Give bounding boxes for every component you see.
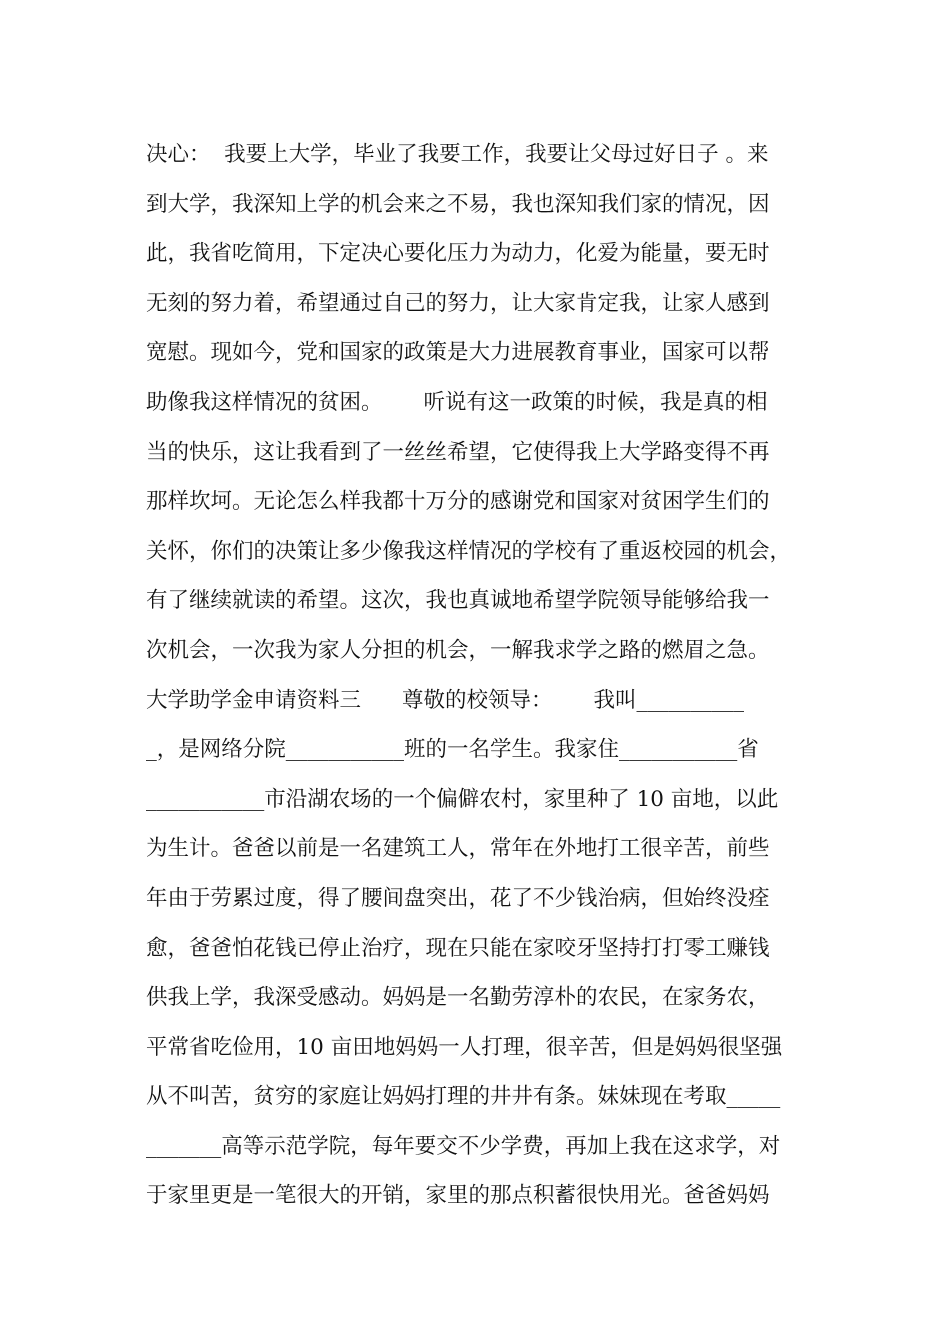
text-line: ___________市沿湖农场的一个偏僻农村，家里种了 10 亩地，以此: [146, 786, 779, 812]
text-line: 愈，爸爸怕花钱已停止治疗，现在只能在家咬牙坚持打打零工赚钱: [146, 935, 770, 961]
text-line: 到大学，我深知上学的机会来之不易，我也深知我们家的情况，因: [146, 191, 770, 217]
text-line: 决心： 我要上大学，毕业了我要工作，我要让父母过好日子 。来: [146, 142, 769, 167]
text-line: 无刻的努力着，希望通过自己的努力，让大家肯定我，让家人感到: [146, 290, 770, 316]
text-line: 那样坎坷。无论怎么样我都十万分的感谢党和国家对贫困学生们的: [146, 489, 770, 515]
text-line: 当的快乐，这让我看到了一丝丝希望，它使得我上大学路变得不再: [146, 439, 770, 465]
text-line: 于家里更是一笔很大的开销，家里的那点积蓄很快用光。爸爸妈妈: [146, 1183, 770, 1209]
text-line: 年由于劳累过度，得了腰间盘突出，花了不少钱治病，但始终没痊: [146, 885, 770, 911]
text-line: _______高等示范学院，每年要交不少学费，再加上我在这求学，对: [146, 1133, 781, 1159]
text-line: 助像我这样情况的贫困。 听说有这一政策的时候，我是真的相: [146, 389, 768, 415]
text-line: 供我上学，我深受感动。妈妈是一名勤劳淳朴的农民，在家务农，: [146, 985, 770, 1011]
text-line: _，是网络分院___________班的一名学生。我家住___________省: [146, 737, 759, 763]
text-line: 为生计。爸爸以前是一名建筑工人，常年在外地打工很辛苦，前些: [146, 836, 770, 862]
text-line: 宽慰。现如今，党和国家的政策是大力进展教育事业，国家可以帮: [146, 340, 770, 366]
text-line: 大学助学金申请资料三 尊敬的校领导： 我叫__________: [146, 687, 745, 713]
text-line: 有了继续就读的希望。这次，我也真诚地希望学院领导能够给我一: [146, 588, 770, 614]
text-line: 此，我省吃简用，下定决心要化压力为动力，化爱为能量，要无时: [146, 241, 770, 267]
body-text: [146, 130, 810, 1221]
text-line: 次机会，一次我为家人分担的机会，一解我求学之路的燃眉之急。: [146, 637, 770, 663]
text-line: 关怀，你们的决策让多少像我这样情况的学校有了重返校园的机会，: [146, 538, 792, 564]
text-line: 从不叫苦，贫穷的家庭让妈妈打理的井井有条。妹妹现在考取_____: [146, 1084, 781, 1110]
text-line: 平常省吃俭用，10 亩田地妈妈一人打理，很辛苦，但是妈妈很坚强: [146, 1034, 783, 1060]
